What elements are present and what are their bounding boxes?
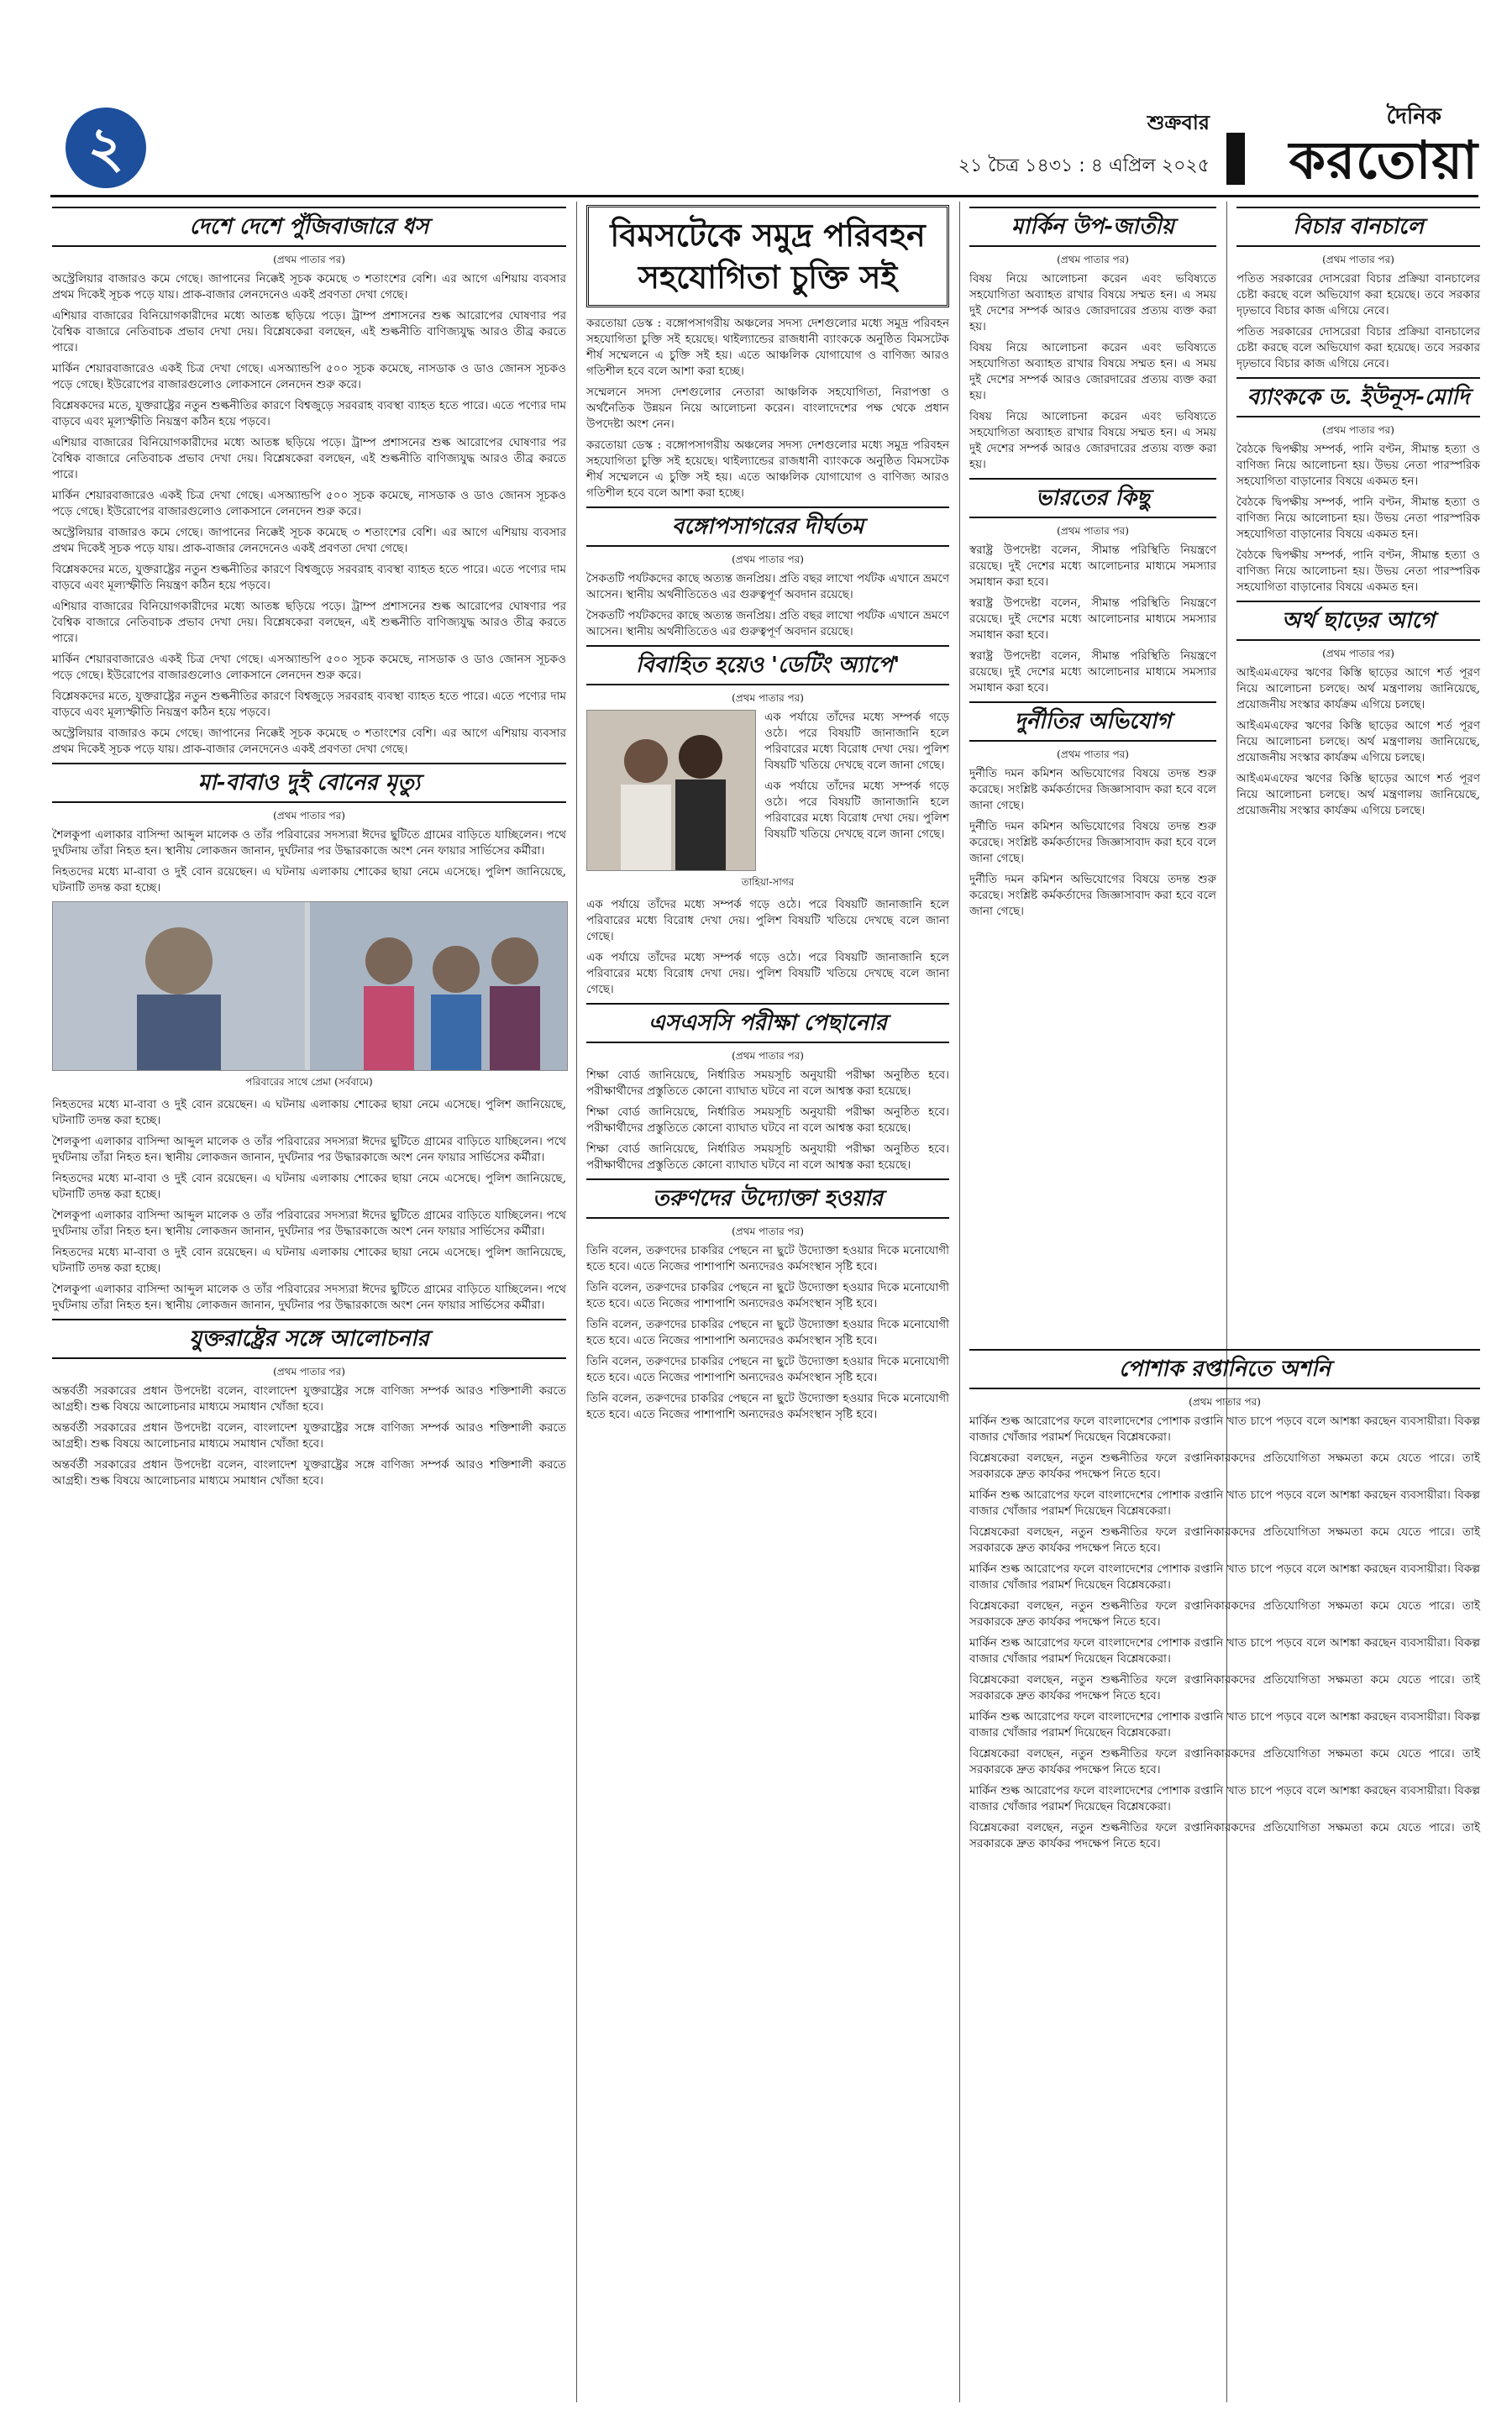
article-paragraph: বিশ্লেষকদের মতে, যুক্তরাষ্ট্রের নতুন শুল্কনীতির কারণে বিশ্বজুড়ে সরবরাহ ব্যবস্থা ব্যাহত হতে পারে। এতে পণ্যের দাম বাড়বে এবং মূল্যস্ফীতি নিয়ন্ত্রণ কঠিন হয়ে পড়বে।: [52, 563, 566, 592]
photo-placeholder-icon: [587, 711, 755, 870]
article-paragraph: দুর্নীতি দমন কমিশন অভিযোগের বিষয়ে তদন্ত শুরু করেছে। সংশ্লিষ্ট কর্মকর্তাদের জিজ্ঞাসাবাদ করা হবে বলে জানা গেছে।: [969, 873, 1216, 918]
article-paragraph: তিনি বলেন, তরুণদের চাকরির পেছনে না ছুটে উদ্যোক্তা হওয়ার দিকে মনোযোগী হতে হবে। এতে নিজের পাশাপাশি অন্যদেরও কর্মসংস্থান সৃষ্টি হবে।: [586, 1392, 949, 1421]
export-article-block: [969, 1344, 1480, 1857]
article-paragraph: অন্তর্বর্তী সরকারের প্রধান উপদেষ্টা বলেন, বাংলাদেশ যুক্তরাষ্ট্রের সঙ্গে বাণিজ্য সম্পর্ক আরও শক্তিশালী করতে আগ্রহী। শুল্ক বিষয়ে আলোচনার মাধ্যমে সমাধান খোঁজা হবে।: [52, 1421, 566, 1451]
article-paragraph: বিশ্লেষকেরা বলছেন, নতুন শুল্কনীতির ফলে রপ্তানিকারকদের প্রতিযোগিতা সক্ষমতা কমে যেতে পারে। তাই সরকারকে দ্রুত কার্যকর পদক্ষেপ নিতে হবে।: [969, 1525, 1480, 1555]
column-divider: [576, 202, 577, 2402]
article-paragraph: স্বরাষ্ট্র উপদেষ্টা বলেন, সীমান্ত পরিস্থিতি নিয়ন্ত্রণে রয়েছে। দুই দেশের মধ্যে আলোচনার মাধ্যমে সমস্যার সমাধান করা হবে।: [969, 596, 1216, 642]
article-paragraph: অস্ট্রেলিয়ার বাজারও কমে গেছে। জাপানের নিক্কেই সূচক কমেছে ৩ শতাংশের বেশি। এর আগে এশিয়ায় ব্যবসার প্রথম দিকেই সূচক পড়ে যায়। প্রাক-বাজার লেনদেনেও একই প্রবণতা দেখা গেছে।: [52, 272, 566, 302]
continued-label: (প্রথম পাতার পর): [1057, 525, 1129, 537]
article-paragraph: শৈলকুপা এলাকার বাসিন্দা আব্দুল মালেক ও তাঁর পরিবারের সদস্যরা ঈদের ছুটিতে গ্রামের বাড়িতে যাচ্ছিলেন। পথে দুর্ঘটনায় তাঁরা নিহত হন। স্থানীয় লোকজন জানান, দুর্ঘটনার পর উদ্ধারকাজে অংশ নেন ফায়ার সার্ভিসের কর্মীরা।: [52, 1209, 566, 1238]
family-photo: [52, 901, 568, 1071]
article-paragraph: বিষয় নিয়ে আলোচনা করেন এবং ভবিষ্যতে সহযোগিতা অব্যাহত রাখার বিষয়ে সম্মত হন। এ সময় দুই দেশের সম্পর্ক আরও জোরদারের প্রত্যয় ব্যক্ত করা হয়।: [969, 272, 1216, 333]
continued-label: (প্রথম পাতার পর): [273, 254, 345, 265]
article-paragraph: স্বরাষ্ট্র উপদেষ্টা বলেন, সীমান্ত পরিস্থিতি নিয়ন্ত্রণে রয়েছে। দুই দেশের মধ্যে আলোচনার মাধ্যমে সমস্যার সমাধান করা হবে।: [969, 543, 1216, 589]
article-paragraph: শৈলকুপা এলাকার বাসিন্দা আব্দুল মালেক ও তাঁর পরিবারের সদস্যরা ঈদের ছুটিতে গ্রামের বাড়িতে যাচ্ছিলেন। পথে দুর্ঘটনায় তাঁরা নিহত হন। স্থানীয় লোকজন জানান, দুর্ঘটনার পর উদ্ধারকাজে অংশ নেন ফায়ার সার্ভিসের কর্মীরা।: [52, 1135, 566, 1164]
article-paragraph: নিহতদের মধ্যে মা-বাবা ও দুই বোন রয়েছেন। এ ঘটনায় এলাকায় শোকের ছায়া নেমে এসেছে। পুলিশ জানিয়েছে, ঘটনাটি তদন্ত করা হচ্ছে।: [52, 1172, 566, 1201]
continued-label: (প্রথম পাতার পর): [1322, 648, 1394, 659]
continued-label: (প্রথম পাতার পর): [273, 1366, 345, 1378]
article-paragraph: সৈকতটি পর্যটকদের কাছে অত্যন্ত জনপ্রিয়। প্রতি বছর লাখো পর্যটক এখানে ভ্রমণে আসেন। স্থানীয় অর্থনীতিতেও এর গুরুত্বপূর্ণ অবদান রয়েছে।: [586, 572, 949, 601]
article-heading[interactable]: বঙ্গোপসাগরের দীর্ঘতম: [586, 506, 949, 547]
article-paragraph: শিক্ষা বোর্ড জানিয়েছে, নির্ধারিত সময়সূচি অনুযায়ী পরীক্ষা অনুষ্ঠিত হবে। পরীক্ষার্থীদের প্রস্তুতিতে কোনো ব্যাঘাত ঘটবে না বলে আশ্বস্ত করা হয়েছে।: [586, 1142, 949, 1172]
page-number-badge: ২: [66, 108, 146, 188]
continued-label: (প্রথম পাতার পর): [732, 1225, 804, 1237]
couple-photo: [586, 710, 756, 871]
photo-caption: পরিবারের সাথে প্রেমা (সর্ববামে): [245, 1076, 373, 1088]
article-paragraph: এক পর্যায়ে তাঁদের মধ্যে সম্পর্ক গড়ে ওঠে। পরে বিষয়টি জানাজানি হলে পরিবারের মধ্যে বিরোধ দেখা দেয়। পুলিশ বিষয়টি খতিয়ে দেখছে বলে জানা গেছে।: [586, 898, 949, 943]
article-paragraph: বিশ্লেষকদের মতে, যুক্তরাষ্ট্রের নতুন শুল্কনীতির কারণে বিশ্বজুড়ে সরবরাহ ব্যবস্থা ব্যাহত হতে পারে। এতে পণ্যের দাম বাড়বে এবং মূল্যস্ফীতি নিয়ন্ত্রণ কঠিন হয়ে পড়বে।: [52, 399, 566, 428]
continued-label: (প্রথম পাতার পর): [732, 692, 804, 704]
article-heading[interactable]: দুর্নীতির অভিযোগ: [969, 701, 1216, 742]
column-right: [1236, 202, 1480, 824]
continued-label: (প্রথম পাতার পর): [273, 810, 345, 821]
article-paragraph: এশিয়ার বাজারের বিনিয়োগকারীদের মধ্যে আতঙ্ক ছড়িয়ে পড়ে। ট্রাম্প প্রশাসনের শুল্ক আরোপের ঘোষণার পর বৈশ্বিক বাজারে নেতিবাচক প্রভাব দেখা দেয়। বিশ্লেষকেরা বলছেন, এই শুল্কনীতি বাণিজ্যযুদ্ধ আরও তীব্র করতে পারে।: [52, 309, 566, 354]
photo-caption: তাহিয়া-সাগর: [741, 876, 795, 888]
article-paragraph: মার্কিন শেয়ারবাজারেও একই চিত্র দেখা গেছে। এসঅ্যান্ডপি ৫০০ সূচক কমেছে, নাসডাক ও ডাও জোনস সূচকও পড়ে গেছে। ইউরোপের বাজারগুলোও লোকসানে লেনদেন শুরু করে।: [52, 653, 566, 682]
article-paragraph: শৈলকুপা এলাকার বাসিন্দা আব্দুল মালেক ও তাঁর পরিবারের সদস্যরা ঈদের ছুটিতে গ্রামের বাড়িতে যাচ্ছিলেন। পথে দুর্ঘটনায় তাঁরা নিহত হন। স্থানীয় লোকজন জানান, দুর্ঘটনার পর উদ্ধারকাজে অংশ নেন ফায়ার সার্ভিসের কর্মীরা।: [52, 1283, 566, 1312]
brand-logo: [1226, 99, 1478, 192]
article-paragraph: নিহতদের মধ্যে মা-বাবা ও দুই বোন রয়েছেন। এ ঘটনায় এলাকায় শোকের ছায়া নেমে এসেছে। পুলিশ জানিয়েছে, ঘটনাটি তদন্ত করা হচ্ছে।: [52, 1098, 566, 1127]
article-heading[interactable]: তরুণদের উদ্যোক্তা হওয়ার: [586, 1178, 949, 1219]
article-paragraph: এক পর্যায়ে তাঁদের মধ্যে সম্পর্ক গড়ে ওঠে। পরে বিষয়টি জানাজানি হলে পরিবারের মধ্যে বিরোধ দেখা দেয়। পুলিশ বিষয়টি খতিয়ে দেখছে বলে জানা গেছে।: [586, 951, 949, 996]
masthead-rule: [50, 195, 1478, 197]
article-paragraph: বিশ্লেষকেরা বলছেন, নতুন শুল্কনীতির ফলে রপ্তানিকারকদের প্রতিযোগিতা সক্ষমতা কমে যেতে পারে। তাই সরকারকে দ্রুত কার্যকর পদক্ষেপ নিতে হবে।: [969, 1747, 1480, 1777]
article-heading[interactable]: অর্থ ছাড়ের আগে: [1236, 601, 1480, 641]
article-paragraph: আইএমএফের ঋণের কিস্তি ছাড়ের আগে শর্ত পূরণ নিয়ে আলোচনা চলছে। অর্থ মন্ত্রণালয় জানিয়েছে, প্রয়োজনীয় সংস্কার কার্যক্রম এগিয়ে চলছে।: [1236, 719, 1480, 764]
article-paragraph: বৈঠকে দ্বিপক্ষীয় সম্পর্ক, পানি বণ্টন, সীমান্ত হত্যা ও বাণিজ্য নিয়ে আলোচনা হয়। উভয় নেতা পারস্পরিক সহযোগিতা বাড়ানোর বিষয়ে একমত হন।: [1236, 496, 1480, 541]
article-paragraph: বিশ্লেষকেরা বলছেন, নতুন শুল্কনীতির ফলে রপ্তানিকারকদের প্রতিযোগিতা সক্ষমতা কমে যেতে পারে। তাই সরকারকে দ্রুত কার্যকর পদক্ষেপ নিতে হবে।: [969, 1821, 1480, 1850]
brand-big: করতোয়া: [1289, 129, 1478, 191]
article-paragraph: বিশ্লেষকেরা বলছেন, নতুন শুল্কনীতির ফলে রপ্তানিকারকদের প্রতিযোগিতা সক্ষমতা কমে যেতে পারে। তাই সরকারকে দ্রুত কার্যকর পদক্ষেপ নিতে হবে।: [969, 1599, 1480, 1629]
article-paragraph: অন্তর্বর্তী সরকারের প্রধান উপদেষ্টা বলেন, বাংলাদেশ যুক্তরাষ্ট্রের সঙ্গে বাণিজ্য সম্পর্ক আরও শক্তিশালী করতে আগ্রহী। শুল্ক বিষয়ে আলোচনার মাধ্যমে সমাধান খোঁজা হবে।: [52, 1384, 566, 1414]
article-paragraph: মার্কিন শুল্ক আরোপের ফলে বাংলাদেশের পোশাক রপ্তানি খাত চাপে পড়বে বলে আশঙ্কা করছেন ব্যবসায়ীরা। বিকল্প বাজার খোঁজার পরামর্শ দিয়েছেন বিশ্লেষকেরা।: [969, 1784, 1480, 1813]
article-paragraph: করতোয়া ডেস্ক : বঙ্গোপসাগরীয় অঞ্চলের সদস্য দেশগুলোর মধ্যে সমুদ্র পরিবহন সহযোগিতা চুক্তি সই হয়েছে। থাইল্যান্ডের রাজধানী ব্যাংককে অনুষ্ঠিত বিমসটেক শীর্ষ সম্মেলনে এ চুক্তি সই হয়। এতে আঞ্চলিক যোগাযোগ ও বাণিজ্য আরও গতিশীল হবে বলে আশা করা হচ্ছে।: [586, 438, 949, 500]
article-paragraph: দুর্নীতি দমন কমিশন অভিযোগের বিষয়ে তদন্ত শুরু করেছে। সংশ্লিষ্ট কর্মকর্তাদের জিজ্ঞাসাবাদ করা হবে বলে জানা গেছে।: [969, 820, 1216, 865]
article-paragraph: সম্মেলনে সদস্য দেশগুলোর নেতারা আঞ্চলিক সহযোগিতা, নিরাপত্তা ও অর্থনৈতিক উন্নয়ন নিয়ে আলোচনা করেন। বাংলাদেশের পক্ষ থেকে প্রধান উপদেষ্টা অংশ নেন।: [586, 386, 949, 431]
article-paragraph: অস্ট্রেলিয়ার বাজারও কমে গেছে। জাপানের নিক্কেই সূচক কমেছে ৩ শতাংশের বেশি। এর আগে এশিয়ায় ব্যবসার প্রথম দিকেই সূচক পড়ে যায়। প্রাক-বাজার লেনদেনেও একই প্রবণতা দেখা গেছে।: [52, 727, 566, 756]
article-paragraph: মার্কিন শুল্ক আরোপের ফলে বাংলাদেশের পোশাক রপ্তানি খাত চাপে পড়বে বলে আশঙ্কা করছেন ব্যবসায়ীরা। বিকল্প বাজার খোঁজার পরামর্শ দিয়েছেন বিশ্লেষকেরা।: [969, 1636, 1480, 1666]
article-paragraph: বৈঠকে দ্বিপক্ষীয় সম্পর্ক, পানি বণ্টন, সীমান্ত হত্যা ও বাণিজ্য নিয়ে আলোচনা হয়। উভয় নেতা পারস্পরিক সহযোগিতা বাড়ানোর বিষয়ে একমত হন।: [1236, 443, 1480, 488]
article-paragraph: মার্কিন শুল্ক আরোপের ফলে বাংলাদেশের পোশাক রপ্তানি খাত চাপে পড়বে বলে আশঙ্কা করছেন ব্যবসায়ীরা। বিকল্প বাজার খোঁজার পরামর্শ দিয়েছেন বিশ্লেষকেরা।: [969, 1710, 1480, 1740]
article-heading[interactable]: যুক্তরাষ্ট্রের সঙ্গে আলোচনার: [52, 1319, 566, 1359]
continued-label: (প্রথম পাতার পর): [1322, 254, 1394, 265]
article-paragraph: এক পর্যায়ে তাঁদের মধ্যে সম্পর্ক গড়ে ওঠে। পরে বিষয়টি জানাজানি হলে পরিবারের মধ্যে বিরোধ দেখা দেয়। পুলিশ বিষয়টি খতিয়ে দেখছে বলে জানা গেছে।: [764, 779, 949, 841]
continued-label: (প্রথম পাতার পর): [1322, 424, 1394, 436]
article-paragraph: বিশ্লেষকেরা বলছেন, নতুন শুল্কনীতির ফলে রপ্তানিকারকদের প্রতিযোগিতা সক্ষমতা কমে যেতে পারে। তাই সরকারকে দ্রুত কার্যকর পদক্ষেপ নিতে হবে।: [969, 1673, 1480, 1703]
article-paragraph: পতিত সরকারের দোসরেরা বিচার প্রক্রিয়া বানচালের চেষ্টা করছে বলে অভিযোগ করা হয়েছে। তবে সরকার দৃঢ়ভাবে বিচার কাজ এগিয়ে নেবে।: [1236, 272, 1480, 318]
column-divider: [1226, 202, 1227, 2402]
article-paragraph: শিক্ষা বোর্ড জানিয়েছে, নির্ধারিত সময়সূচি অনুযায়ী পরীক্ষা অনুষ্ঠিত হবে। পরীক্ষার্থীদের প্রস্তুতিতে কোনো ব্যাঘাত ঘটবে না বলে আশ্বস্ত করা হয়েছে।: [586, 1068, 949, 1098]
article-heading[interactable]: বিচার বানচালে: [1236, 207, 1480, 247]
article-paragraph: বিষয় নিয়ে আলোচনা করেন এবং ভবিষ্যতে সহযোগিতা অব্যাহত রাখার বিষয়ে সম্মত হন। এ সময় দুই দেশের সম্পর্ক আরও জোরদারের প্রত্যয় ব্যক্ত করা হয়।: [969, 410, 1216, 471]
article-paragraph: বিশ্লেষকদের মতে, যুক্তরাষ্ট্রের নতুন শুল্কনীতির কারণে বিশ্বজুড়ে সরবরাহ ব্যবস্থা ব্যাহত হতে পারে। এতে পণ্যের দাম বাড়বে এবং মূল্যস্ফীতি নিয়ন্ত্রণ কঠিন হয়ে পড়বে।: [52, 690, 566, 719]
article-paragraph: তিনি বলেন, তরুণদের চাকরির পেছনে না ছুটে উদ্যোক্তা হওয়ার দিকে মনোযোগী হতে হবে। এতে নিজের পাশাপাশি অন্যদেরও কর্মসংস্থান সৃষ্টি হবে।: [586, 1355, 949, 1384]
article-paragraph: সৈকতটি পর্যটকদের কাছে অত্যন্ত জনপ্রিয়। প্রতি বছর লাখো পর্যটক এখানে ভ্রমণে আসেন। স্থানীয় অর্থনীতিতেও এর গুরুত্বপূর্ণ অবদান রয়েছে।: [586, 609, 949, 638]
column-center: [586, 202, 949, 1428]
article-paragraph: নিহতদের মধ্যে মা-বাবা ও দুই বোন রয়েছেন। এ ঘটনায় এলাকায় শোকের ছায়া নেমে এসেছে। পুলিশ জানিয়েছে, ঘটনাটি তদন্ত করা হচ্ছে।: [52, 1246, 566, 1275]
article-paragraph: তিনি বলেন, তরুণদের চাকরির পেছনে না ছুটে উদ্যোক্তা হওয়ার দিকে মনোযোগী হতে হবে। এতে নিজের পাশাপাশি অন্যদেরও কর্মসংস্থান সৃষ্টি হবে।: [586, 1244, 949, 1273]
article-heading[interactable]: বিবাহিত হয়েও 'ডেটিং অ্যাপে': [586, 645, 949, 685]
article-paragraph: আইএমএফের ঋণের কিস্তি ছাড়ের আগে শর্ত পূরণ নিয়ে আলোচনা চলছে। অর্থ মন্ত্রণালয় জানিয়েছে, প্রয়োজনীয় সংস্কার কার্যক্রম এগিয়ে চলছে।: [1236, 666, 1480, 711]
date-label: ২১ চৈত্র ১৪৩১ : ৪ এপ্রিল ২০২৫: [958, 155, 1210, 176]
article-paragraph: বিষয় নিয়ে আলোচনা করেন এবং ভবিষ্যতে সহযোগিতা অব্যাহত রাখার বিষয়ে সম্মত হন। এ সময় দুই দেশের সম্পর্ক আরও জোরদারের প্রত্যয় ব্যক্ত করা হয়।: [969, 341, 1216, 402]
article-paragraph: মার্কিন শুল্ক আরোপের ফলে বাংলাদেশের পোশাক রপ্তানি খাত চাপে পড়বে বলে আশঙ্কা করছেন ব্যবসায়ীরা। বিকল্প বাজার খোঁজার পরামর্শ দিয়েছেন বিশ্লেষকেরা।: [969, 1488, 1480, 1518]
lead-headline[interactable]: বিমসটেকে সমুদ্র পরিবহন সহযোগিতা চুক্তি সই: [586, 205, 949, 307]
article-paragraph: পতিত সরকারের দোসরেরা বিচার প্রক্রিয়া বানচালের চেষ্টা করছে বলে অভিযোগ করা হয়েছে। তবে সরকার দৃঢ়ভাবে বিচার কাজ এগিয়ে নেবে।: [1236, 325, 1480, 370]
article-paragraph: নিহতদের মধ্যে মা-বাবা ও দুই বোন রয়েছেন। এ ঘটনায় এলাকায় শোকের ছায়া নেমে এসেছে। পুলিশ জানিয়েছে, ঘটনাটি তদন্ত করা হচ্ছে।: [52, 865, 566, 895]
article-paragraph: মার্কিন শেয়ারবাজারেও একই চিত্র দেখা গেছে। এসঅ্যান্ডপি ৫০০ সূচক কমেছে, নাসডাক ও ডাও জোনস সূচকও পড়ে গেছে। ইউরোপের বাজারগুলোও লোকসানে লেনদেন শুরু করে।: [52, 489, 566, 518]
continued-label: (প্রথম পাতার পর): [1057, 748, 1129, 760]
article-heading[interactable]: পোশাক রপ্তানিতে অশনি: [969, 1349, 1480, 1389]
article-paragraph: অন্তর্বর্তী সরকারের প্রধান উপদেষ্টা বলেন, বাংলাদেশ যুক্তরাষ্ট্রের সঙ্গে বাণিজ্য সম্পর্ক আরও শক্তিশালী করতে আগ্রহী। শুল্ক বিষয়ে আলোচনার মাধ্যমে সমাধান খোঁজা হবে।: [52, 1458, 566, 1488]
continued-label: (প্রথম পাতার পর): [1057, 254, 1129, 265]
brand-small: দৈনিক: [1386, 104, 1441, 129]
article-paragraph: আইএমএফের ঋণের কিস্তি ছাড়ের আগে শর্ত পূরণ নিয়ে আলোচনা চলছে। অর্থ মন্ত্রণালয় জানিয়েছে, প্রয়োজনীয় সংস্কার কার্যক্রম এগিয়ে চলছে।: [1236, 772, 1480, 817]
day-label: শুক্রবার: [1147, 111, 1210, 134]
column-divider: [959, 202, 960, 2402]
article-heading[interactable]: মা-বাবাও দুই বোনের মৃত্যু: [52, 763, 566, 803]
article-paragraph: তিনি বলেন, তরুণদের চাকরির পেছনে না ছুটে উদ্যোক্তা হওয়ার দিকে মনোযোগী হতে হবে। এতে নিজের পাশাপাশি অন্যদেরও কর্মসংস্থান সৃষ্টি হবে।: [586, 1281, 949, 1310]
article-paragraph: বিশ্লেষকেরা বলছেন, নতুন শুল্কনীতির ফলে রপ্তানিকারকদের প্রতিযোগিতা সক্ষমতা কমে যেতে পারে। তাই সরকারকে দ্রুত কার্যকর পদক্ষেপ নিতে হবে।: [969, 1451, 1480, 1481]
column-left: [52, 202, 566, 1494]
article-paragraph: এশিয়ার বাজারের বিনিয়োগকারীদের মধ্যে আতঙ্ক ছড়িয়ে পড়ে। ট্রাম্প প্রশাসনের শুল্ক আরোপের ঘোষণার পর বৈশ্বিক বাজারে নেতিবাচক প্রভাব দেখা দেয়। বিশ্লেষকেরা বলছেন, এই শুল্কনীতি বাণিজ্যযুদ্ধ আরও তীব্র করতে পারে।: [52, 600, 566, 645]
brand-bar: [1226, 133, 1245, 185]
article-paragraph: স্বরাষ্ট্র উপদেষ্টা বলেন, সীমান্ত পরিস্থিতি নিয়ন্ত্রণে রয়েছে। দুই দেশের মধ্যে আলোচনার মাধ্যমে সমস্যার সমাধান করা হবে।: [969, 649, 1216, 695]
article-paragraph: শিক্ষা বোর্ড জানিয়েছে, নির্ধারিত সময়সূচি অনুযায়ী পরীক্ষা অনুষ্ঠিত হবে। পরীক্ষার্থীদের প্রস্তুতিতে কোনো ব্যাঘাত ঘটবে না বলে আশ্বস্ত করা হয়েছে।: [586, 1105, 949, 1135]
article-heading[interactable]: ব্যাংককে ড. ইউনূস-মোদি: [1236, 377, 1480, 417]
column-right-center: [969, 202, 1216, 925]
article-paragraph: করতোয়া ডেস্ক : বঙ্গোপসাগরীয় অঞ্চলের সদস্য দেশগুলোর মধ্যে সমুদ্র পরিবহন সহযোগিতা চুক্তি সই হয়েছে। থাইল্যান্ডের রাজধানী ব্যাংককে অনুষ্ঠিত বিমসটেক শীর্ষ সম্মেলনে এ চুক্তি সই হয়। এতে আঞ্চলিক যোগাযোগ ও বাণিজ্য আরও গতিশীল হবে বলে আশা করা হচ্ছে।: [586, 317, 949, 378]
article-paragraph: মার্কিন শুল্ক আরোপের ফলে বাংলাদেশের পোশাক রপ্তানি খাত চাপে পড়বে বলে আশঙ্কা করছেন ব্যবসায়ীরা। বিকল্প বাজার খোঁজার পরামর্শ দিয়েছেন বিশ্লেষকেরা।: [969, 1414, 1480, 1444]
article-heading[interactable]: দেশে দেশে পুঁজিবাজারে ধস: [52, 207, 566, 247]
article-paragraph: শৈলকুপা এলাকার বাসিন্দা আব্দুল মালেক ও তাঁর পরিবারের সদস্যরা ঈদের ছুটিতে গ্রামের বাড়িতে যাচ্ছিলেন। পথে দুর্ঘটনায় তাঁরা নিহত হন। স্থানীয় লোকজন জানান, দুর্ঘটনার পর উদ্ধারকাজে অংশ নেন ফায়ার সার্ভিসের কর্মীরা।: [52, 828, 566, 858]
article-heading[interactable]: এসএসসি পরীক্ষা পেছানোর: [586, 1003, 949, 1043]
article-paragraph: এক পর্যায়ে তাঁদের মধ্যে সম্পর্ক গড়ে ওঠে। পরে বিষয়টি জানাজানি হলে পরিবারের মধ্যে বিরোধ দেখা দেয়। পুলিশ বিষয়টি খতিয়ে দেখছে বলে জানা গেছে।: [764, 711, 949, 772]
continued-label: (প্রথম পাতার পর): [732, 554, 804, 565]
continued-label: (প্রথম পাতার পর): [732, 1050, 804, 1062]
article-paragraph: দুর্নীতি দমন কমিশন অভিযোগের বিষয়ে তদন্ত শুরু করেছে। সংশ্লিষ্ট কর্মকর্তাদের জিজ্ঞাসাবাদ করা হবে বলে জানা গেছে।: [969, 767, 1216, 812]
article-paragraph: মার্কিন শুল্ক আরোপের ফলে বাংলাদেশের পোশাক রপ্তানি খাত চাপে পড়বে বলে আশঙ্কা করছেন ব্যবসায়ীরা। বিকল্প বাজার খোঁজার পরামর্শ দিয়েছেন বিশ্লেষকেরা।: [969, 1562, 1480, 1592]
article-paragraph: এশিয়ার বাজারের বিনিয়োগকারীদের মধ্যে আতঙ্ক ছড়িয়ে পড়ে। ট্রাম্প প্রশাসনের শুল্ক আরোপের ঘোষণার পর বৈশ্বিক বাজারে নেতিবাচক প্রভাব দেখা দেয়। বিশ্লেষকেরা বলছেন, এই শুল্কনীতি বাণিজ্যযুদ্ধ আরও তীব্র করতে পারে।: [52, 436, 566, 481]
photo-placeholder-icon: [53, 902, 567, 1070]
article-paragraph: বৈঠকে দ্বিপক্ষীয় সম্পর্ক, পানি বণ্টন, সীমান্ত হত্যা ও বাণিজ্য নিয়ে আলোচনা হয়। উভয় নেতা পারস্পরিক সহযোগিতা বাড়ানোর বিষয়ে একমত হন।: [1236, 548, 1480, 594]
article-paragraph: তিনি বলেন, তরুণদের চাকরির পেছনে না ছুটে উদ্যোক্তা হওয়ার দিকে মনোযোগী হতে হবে। এতে নিজের পাশাপাশি অন্যদেরও কর্মসংস্থান সৃষ্টি হবে।: [586, 1318, 949, 1347]
article-paragraph: মার্কিন শেয়ারবাজারেও একই চিত্র দেখা গেছে। এসঅ্যান্ডপি ৫০০ সূচক কমেছে, নাসডাক ও ডাও জোনস সূচকও পড়ে গেছে। ইউরোপের বাজারগুলোও লোকসানে লেনদেন শুরু করে।: [52, 362, 566, 391]
continued-label: (প্রথম পাতার পর): [1189, 1396, 1261, 1408]
article-paragraph: অস্ট্রেলিয়ার বাজারও কমে গেছে। জাপানের নিক্কেই সূচক কমেছে ৩ শতাংশের বেশি। এর আগে এশিয়ায় ব্যবসার প্রথম দিকেই সূচক পড়ে যায়। প্রাক-বাজার লেনদেনেও একই প্রবণতা দেখা গেছে।: [52, 526, 566, 555]
article-heading[interactable]: মার্কিন উপ-জাতীয়: [969, 207, 1216, 247]
article-heading[interactable]: ভারতের কিছু: [969, 478, 1216, 518]
